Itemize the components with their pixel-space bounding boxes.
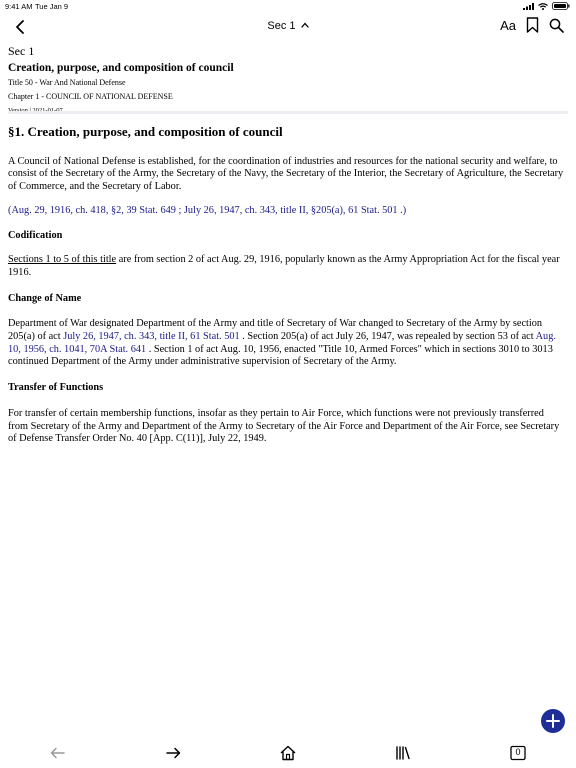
add-button[interactable] <box>541 709 565 733</box>
section-heading: §1. Creation, purpose, and composition of council <box>8 124 283 139</box>
search-icon[interactable] <box>549 18 564 33</box>
tabs-count: 0 <box>515 747 521 757</box>
section-body: A Council of National Defense is established, for the coordination of industries and resources for the national security and welfare, to consist of the Secretary of the Army, the Secretary of the Navy, the Secretary of the Interior, the Secretary of Agriculture, the Secretary of Commerce, and the Secretary of Labor. <box>8 155 564 193</box>
document-content <box>8 126 566 446</box>
chapter-line: Chapter 1 - COUNCIL OF NATIONAL DEFENSE <box>8 92 173 101</box>
change-link-1947[interactable]: July 26, 1947, ch. 343, title II, 61 Stat. 501 <box>63 331 240 343</box>
section-selector[interactable] <box>0 17 576 33</box>
arrow-left-icon[interactable] <box>49 744 67 762</box>
status-icons <box>523 2 570 10</box>
document-title: Creation, purpose, and composition of council <box>8 62 234 74</box>
status-time: 9:41 AM <box>5 2 33 11</box>
change-text-1: Department of War designated Department of the Army and title of Secretary of War changed to Secretary of the Army by section 205(a) of act <box>8 318 543 343</box>
signal-icon <box>523 3 534 10</box>
source-citation <box>8 205 566 218</box>
change-text-3: . Section 1 of act Aug. 10, 1956, enacted "Title 10, Armed Forces" which in sections 3010 to 3013 continued Department of the Army under administrative supervision of Secretary of the Army. <box>8 343 553 368</box>
title-line: Title 50 - War And National Defense <box>8 78 126 87</box>
tabs-button[interactable] <box>509 744 527 762</box>
header-divider <box>8 111 568 114</box>
chevron-up-icon <box>301 22 309 28</box>
bookmark-icon[interactable] <box>526 17 539 33</box>
wifi-icon <box>538 3 548 10</box>
change-of-name-body <box>8 318 566 369</box>
change-of-name-heading: Change of Name <box>8 292 82 304</box>
bottom-toolbar <box>0 742 576 764</box>
citation-separator: ; <box>175 204 184 216</box>
codification-body <box>8 254 566 279</box>
status-bar <box>0 0 576 12</box>
codification-heading: Codification <box>8 229 63 241</box>
plus-icon <box>541 709 565 733</box>
nav-actions <box>500 17 564 33</box>
navigation-bar <box>0 14 576 38</box>
codification-link[interactable]: Sections 1 to 5 of this title <box>8 254 117 266</box>
codification-text: are from section 2 of act Aug. 29, 1916, popularly known as the Army Appropriation Act for the fiscal year 1916. <box>8 254 560 278</box>
nav-title-text: Sec 1 <box>267 20 296 32</box>
battery-icon <box>552 2 570 10</box>
transfer-body: For transfer of certain membership functions, insofar as they pertain to Air Force, which functions were not previously transferred from Secretary of the Army and Department of the Army to Secretary of the Air Force and Department of the Air Force, see Secretary of Defense Transfer Order No. 40 [App. C(11)], July 22, 1949. <box>8 407 560 445</box>
section-label: Sec 1 <box>8 44 35 58</box>
font-size-button[interactable]: Aa <box>500 17 516 33</box>
citation-link-1916[interactable]: Aug. 29, 1916, ch. 418, §2, 39 Stat. 649 <box>11 204 176 216</box>
change-text-2: . Section 205(a) of act July 26, 1947, was repealed by section 53 of act <box>239 331 536 343</box>
home-icon[interactable] <box>279 744 297 762</box>
library-icon[interactable] <box>394 744 412 762</box>
transfer-heading: Transfer of Functions <box>8 382 104 394</box>
status-date: Tue Jan 9 <box>35 2 69 11</box>
arrow-right-icon[interactable] <box>164 744 182 762</box>
citation-open: ( <box>8 204 12 216</box>
change-link-1956[interactable]: Aug. 10, 1956, ch. 1041, 70A Stat. 641 <box>8 331 556 355</box>
citation-close: .) <box>397 204 407 216</box>
citation-link-1947[interactable]: July 26, 1947, ch. 343, title II, §205(a), 61 Stat. 501 <box>183 204 398 216</box>
document-header <box>8 44 568 116</box>
